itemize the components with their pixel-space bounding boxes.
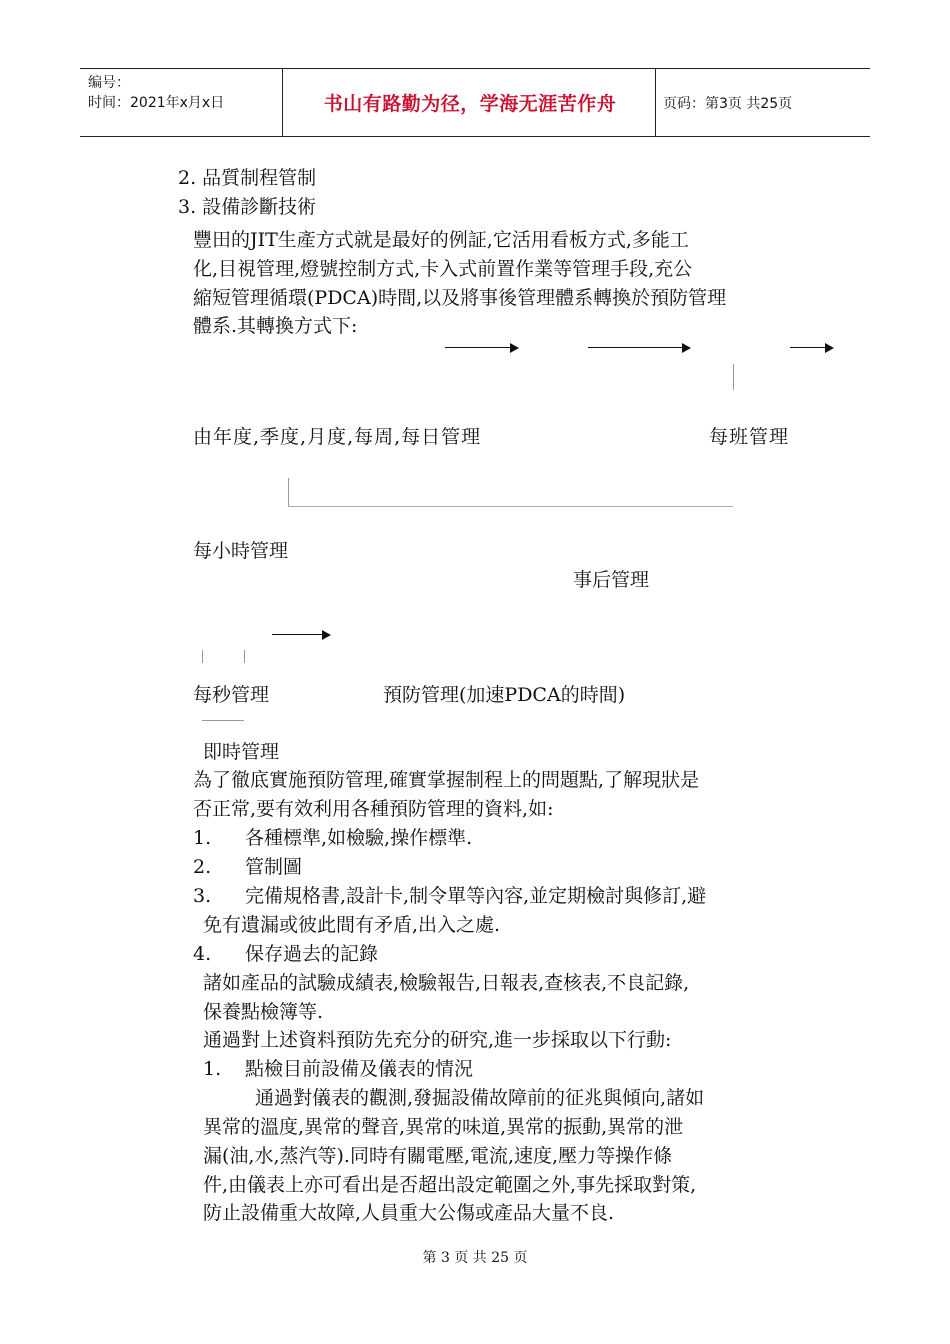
- list-number: 2.: [193, 856, 212, 878]
- para2-line: 為了徹底實施預防管理,確實掌握制程上的問題點,了解現狀是: [193, 769, 700, 791]
- diagram-shift-mgmt: 每班管理: [709, 426, 790, 448]
- diagram-arrow: [272, 630, 331, 640]
- action-item: 點檢目前設備及儀表的情況: [245, 1058, 474, 1080]
- diagram-connector: [733, 364, 734, 390]
- section-item-3: 3. 設備診斷技術: [178, 196, 317, 218]
- para5-line: 漏(油,水,蒸汽等).同時有關電壓,電流,速度,壓力等操作條: [203, 1145, 673, 1167]
- list-number: 1.: [203, 1058, 222, 1080]
- document-header: [80, 68, 870, 137]
- list-number: 1.: [193, 827, 212, 849]
- para3-line: 保養點檢簿等.: [203, 1001, 324, 1023]
- para2-line: 否正常,要有效利用各種預防管理的資料,如:: [193, 798, 554, 820]
- diagram-year-mgmt: 由年度,季度,月度,每周,每日管理: [193, 426, 482, 448]
- header-page-info: 页码：第3页 共25页: [663, 95, 793, 112]
- diagram-hour-mgmt: 每小時管理: [193, 540, 289, 562]
- para5-line: 件,由儀表上亦可看出是否超出設定範圍之外,事先採取對策,: [203, 1174, 697, 1196]
- header-motto: 书山有路勤为径，学海无涯苦作舟: [323, 93, 617, 115]
- list-item: 完備規格書,設計卡,制令單等內容,並定期檢討與修訂,避: [245, 885, 707, 907]
- list-item: 保存過去的記錄: [245, 943, 379, 965]
- para1-line: 縮短管理循環(PDCA)時間,以及將事後管理體系轉換於預防管理: [193, 287, 727, 309]
- list-number: 4.: [193, 943, 212, 965]
- diagram-connector: [244, 650, 245, 663]
- diagram-connector: [202, 650, 203, 663]
- para4-line: 通過對上述資料預防先充分的研究,進一步採取以下行動:: [203, 1029, 672, 1051]
- page-footer: 第 3 页 共 25 页: [422, 1250, 528, 1266]
- diagram-realtime-mgmt: 即時管理: [203, 741, 280, 763]
- header-meta: [88, 73, 224, 113]
- list-item: 各種標準,如檢驗,操作標準.: [245, 827, 473, 849]
- list-item: 免有遺漏或彼此間有矛盾,出入之處.: [203, 914, 501, 936]
- diagram-arrow: [588, 343, 691, 353]
- list-number: 3.: [193, 885, 212, 907]
- para5-line: 防止設備重大故障,人員重大公傷或產品大量不良.: [203, 1202, 615, 1224]
- diagram-prevent-mgmt: 預防管理(加速PDCA的時間): [383, 684, 626, 706]
- para1-line: 化,目視管理,燈號控制方式,卡入式前置作業等管理手段,充公: [193, 258, 693, 280]
- para1-line: 體系.其轉換方式下:: [193, 315, 358, 337]
- para1-line: 豐田的JIT生產方式就是最好的例証,它活用看板方式,多能工: [193, 229, 689, 251]
- para3-line: 諸如產品的試驗成績表,檢驗報告,日報表,查核表,不良記錄,: [203, 972, 690, 994]
- diagram-second-mgmt: 每秒管理: [193, 684, 270, 706]
- list-item: 管制圖: [245, 856, 303, 878]
- time-label: 时间：2021年x月x日: [88, 95, 225, 111]
- diagram-arrow: [445, 343, 519, 353]
- para5-line: 通過對儀表的觀測,發掘設備故障前的征兆與傾向,諸如: [255, 1087, 705, 1109]
- diagram-connector: [288, 506, 733, 507]
- diagram-arrow: [790, 343, 834, 353]
- diagram-connector: [202, 720, 244, 721]
- number-label: 编号：: [88, 75, 130, 91]
- section-item-2: 2. 品質制程管制: [178, 167, 317, 189]
- diagram-after-mgmt: 事后管理: [573, 569, 650, 591]
- para5-line: 異常的溫度,異常的聲音,異常的味道,異常的振動,異常的泄: [203, 1116, 684, 1138]
- diagram-connector: [288, 478, 289, 506]
- header-divider: [655, 69, 656, 136]
